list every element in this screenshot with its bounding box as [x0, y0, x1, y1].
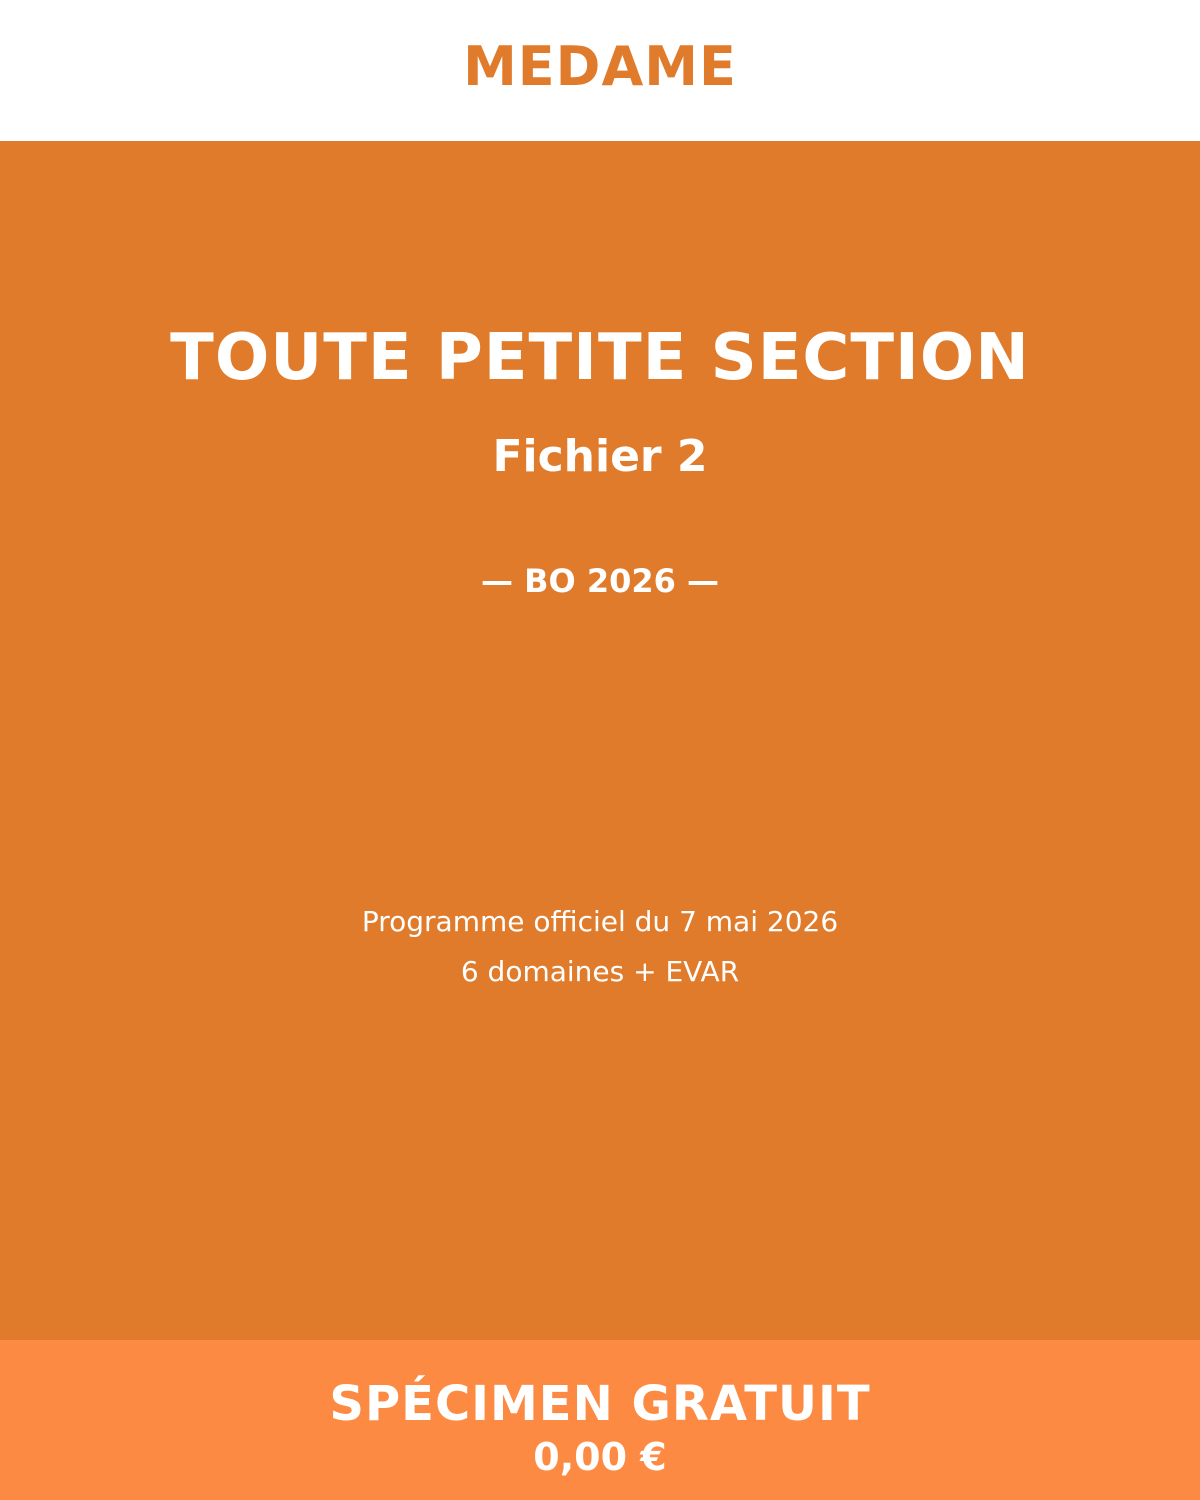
brand-logo-text: MEDAME: [463, 35, 737, 98]
price-label: 0,00 €: [533, 1435, 667, 1479]
header-bar: [0, 0, 1200, 141]
footer-banner: [0, 1340, 1200, 1500]
edition-label: — BO 2026 —: [480, 562, 720, 600]
description-line: 6 domaines + EVAR: [460, 955, 740, 988]
cover-title: TOUTE PETITE SECTION: [170, 321, 1030, 395]
cover-panel: [0, 141, 1200, 1340]
description-line: Programme officiel du 7 mai 2026: [361, 905, 839, 938]
cover-subtitle: Fichier 2: [492, 431, 708, 482]
cover-description: [0, 897, 1200, 997]
specimen-label: SPÉCIMEN GRATUIT: [329, 1376, 871, 1432]
